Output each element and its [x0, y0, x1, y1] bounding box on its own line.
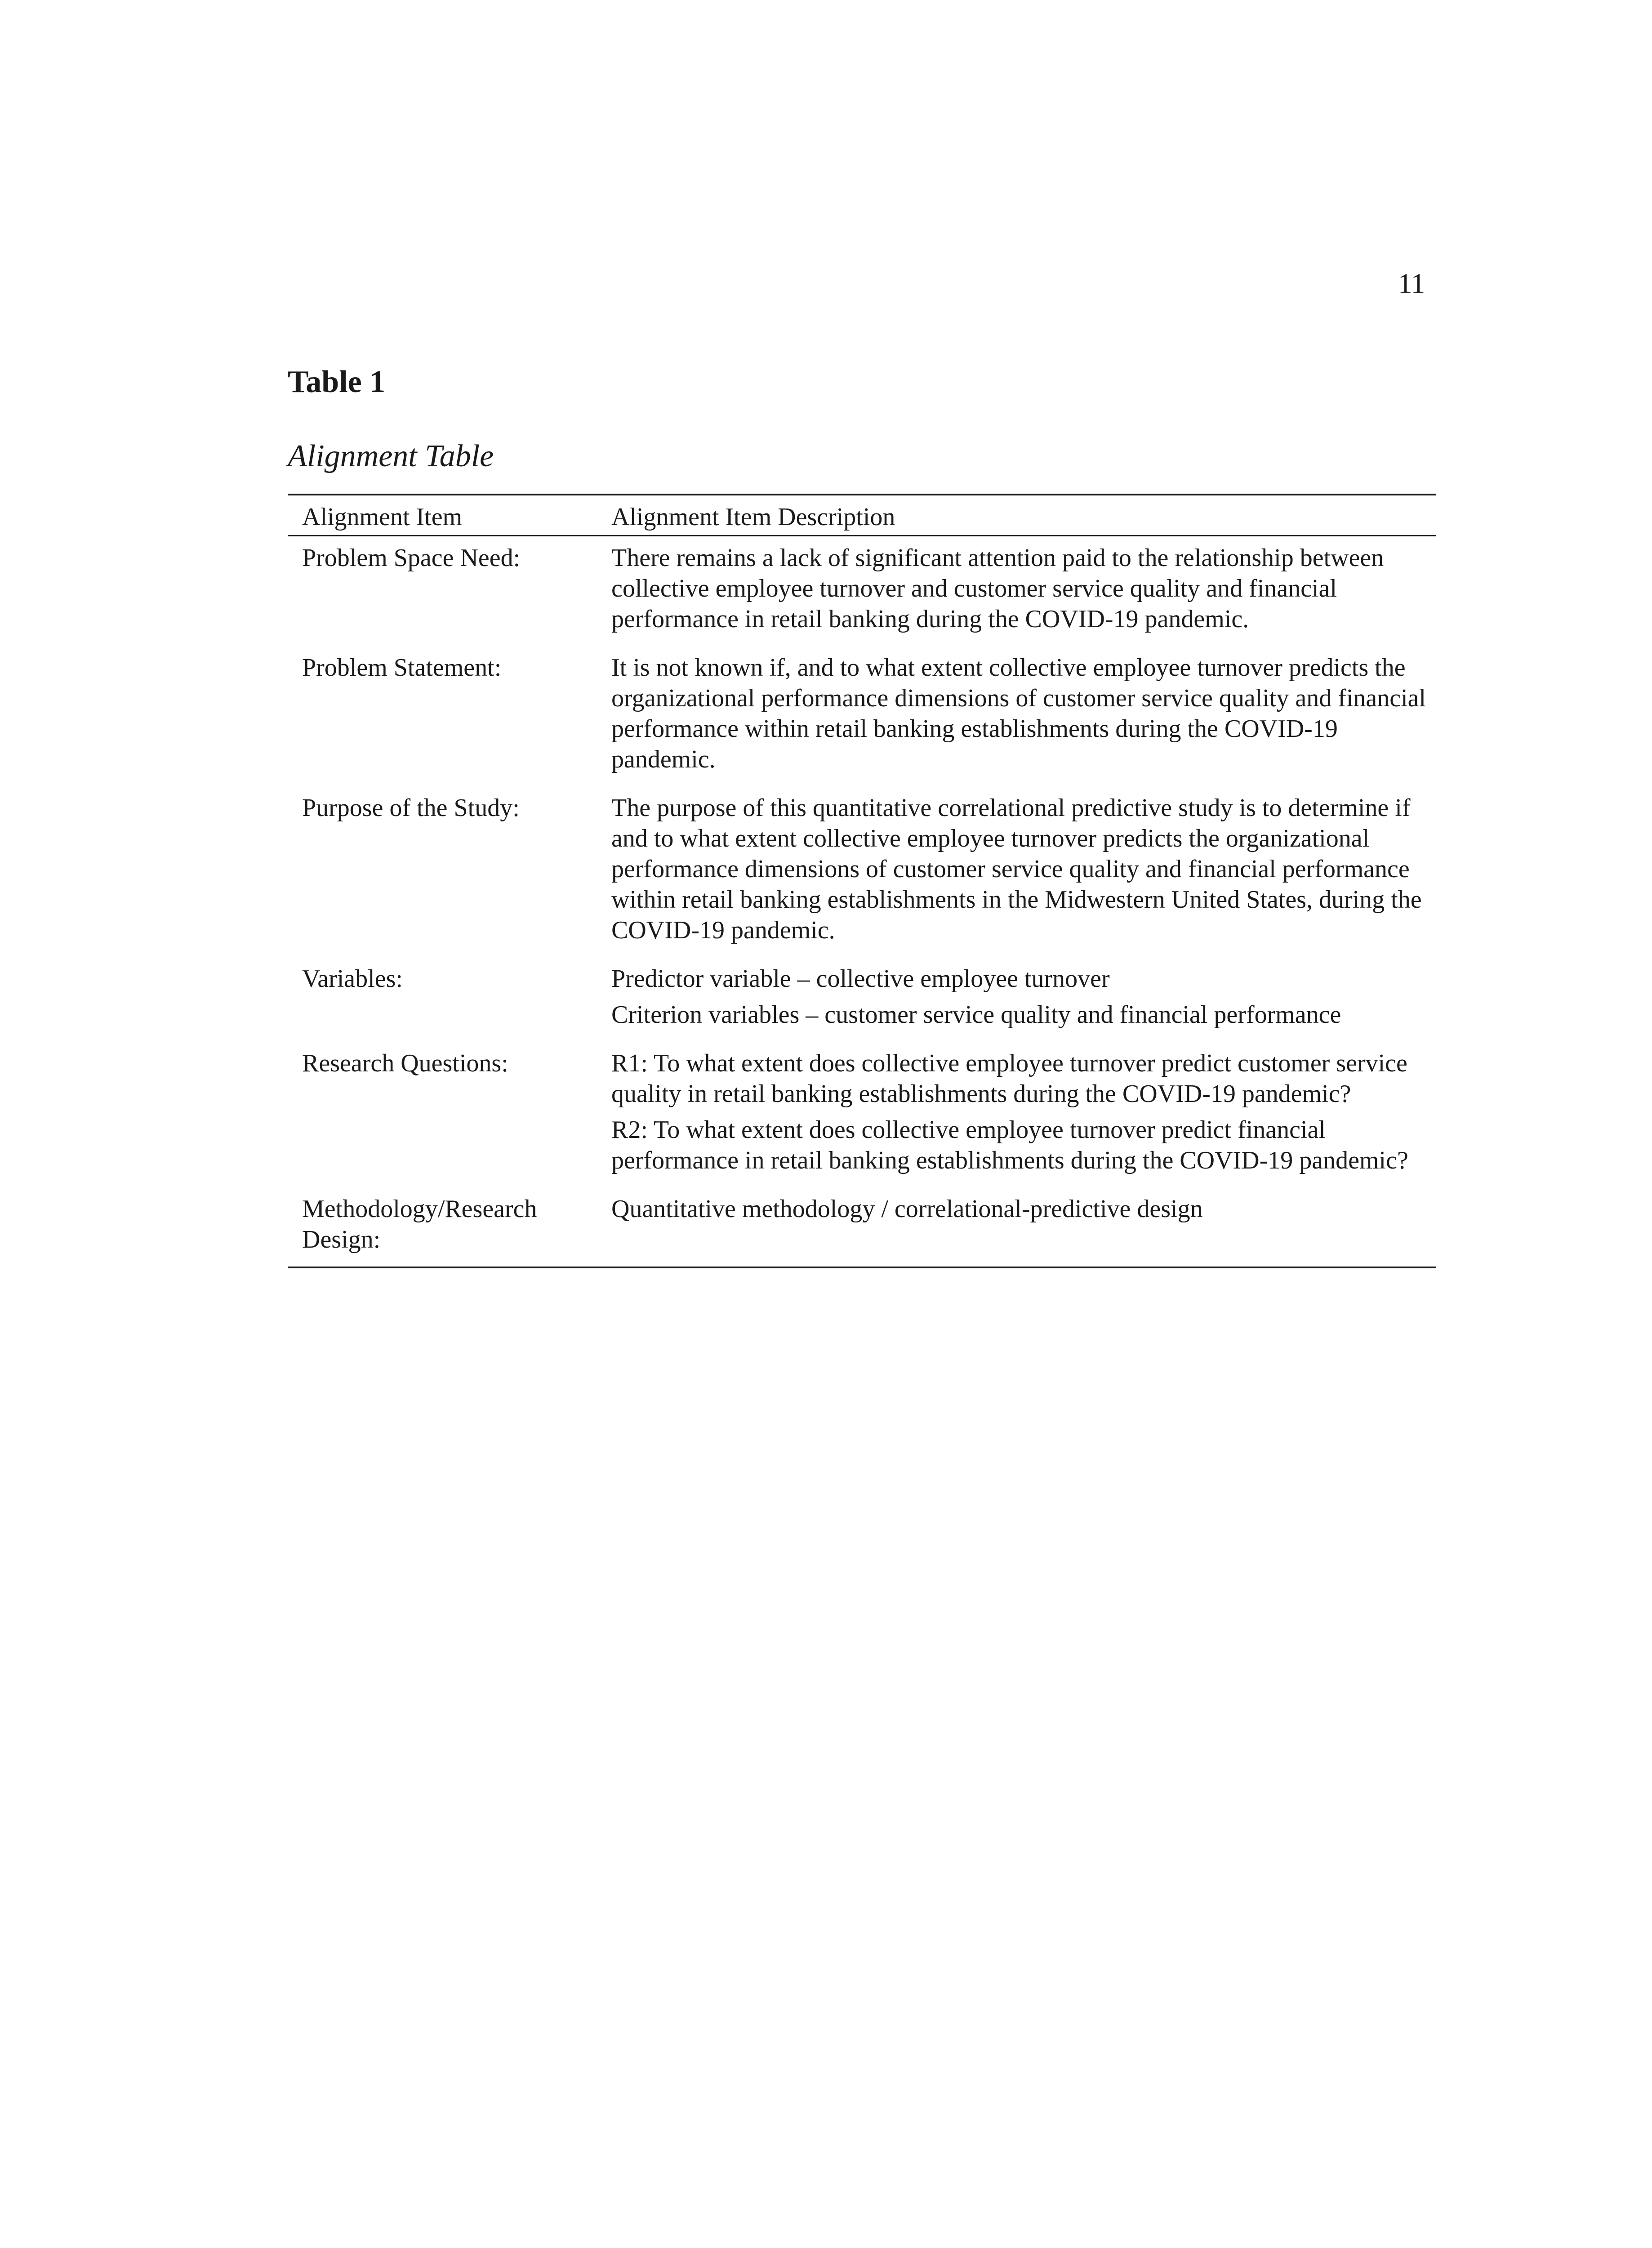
alignment-item: Research Questions:: [302, 1049, 508, 1077]
table-row: [288, 957, 1436, 1042]
alignment-description: [611, 1187, 1436, 1267]
description-text: Predictor variable – collective employee turnover: [611, 965, 1110, 993]
alignment-item: Problem Statement:: [302, 654, 502, 682]
alignment-item: Purpose of the Study:: [302, 794, 520, 822]
alignment-table: [288, 494, 1436, 1268]
alignment-item: Problem Space Need:: [302, 544, 521, 572]
alignment-description: [611, 957, 1436, 1042]
alignment-item: Variables:: [302, 965, 403, 993]
alignment-description: [611, 786, 1436, 957]
alignment-table-container: [288, 494, 1436, 1268]
alignment-description: [611, 1042, 1436, 1187]
alignment-description: [611, 646, 1436, 786]
table-row: [288, 1187, 1436, 1267]
description-text: Criterion variables – customer service quality and financial performance: [611, 1001, 1341, 1029]
table-row: [288, 1042, 1436, 1187]
table-row: [288, 646, 1436, 786]
table-row: [288, 536, 1436, 647]
alignment-item: Methodology/Research Design:: [302, 1195, 537, 1253]
column-header-item: Alignment Item: [302, 503, 463, 531]
table-label: Table 1: [288, 365, 386, 399]
description-text: R1: To what extent does collective employee turnover predict customer service quality in retail banking establishments during the COVID-19 pandemic?: [611, 1049, 1407, 1108]
description-text: Quantitative methodology / correlational-predictive design: [611, 1195, 1203, 1223]
description-text: There remains a lack of significant attention paid to the relationship between collective employee turnover and customer service quality and financial performance in retail banking during the COVID-19 pandemic.: [611, 544, 1384, 633]
table-title: Alignment Table: [288, 439, 494, 473]
page-number: 11: [1398, 268, 1425, 299]
table-header-row: [288, 495, 1436, 536]
description-text: R2: To what extent does collective employee turnover predict financial performance in retail banking establishments during the COVID-19 pandemic?: [611, 1116, 1408, 1174]
description-text: It is not known if, and to what extent collective employee turnover predicts the organizational performance dimensions of customer service quality and financial performance within retail banking establishments during the COVID-19 pandemic.: [611, 654, 1426, 773]
alignment-description: [611, 536, 1436, 647]
description-text: The purpose of this quantitative correlational predictive study is to determine if and to what extent collective employee turnover predicts the organizational performance dimensions of customer service quality and financial performance within retail banking establishments in the Midwestern United States, during the COVID-19 pandemic.: [611, 794, 1422, 944]
table-body: [288, 536, 1436, 1268]
column-header-description: Alignment Item Description: [611, 503, 895, 531]
table-row: [288, 786, 1436, 957]
